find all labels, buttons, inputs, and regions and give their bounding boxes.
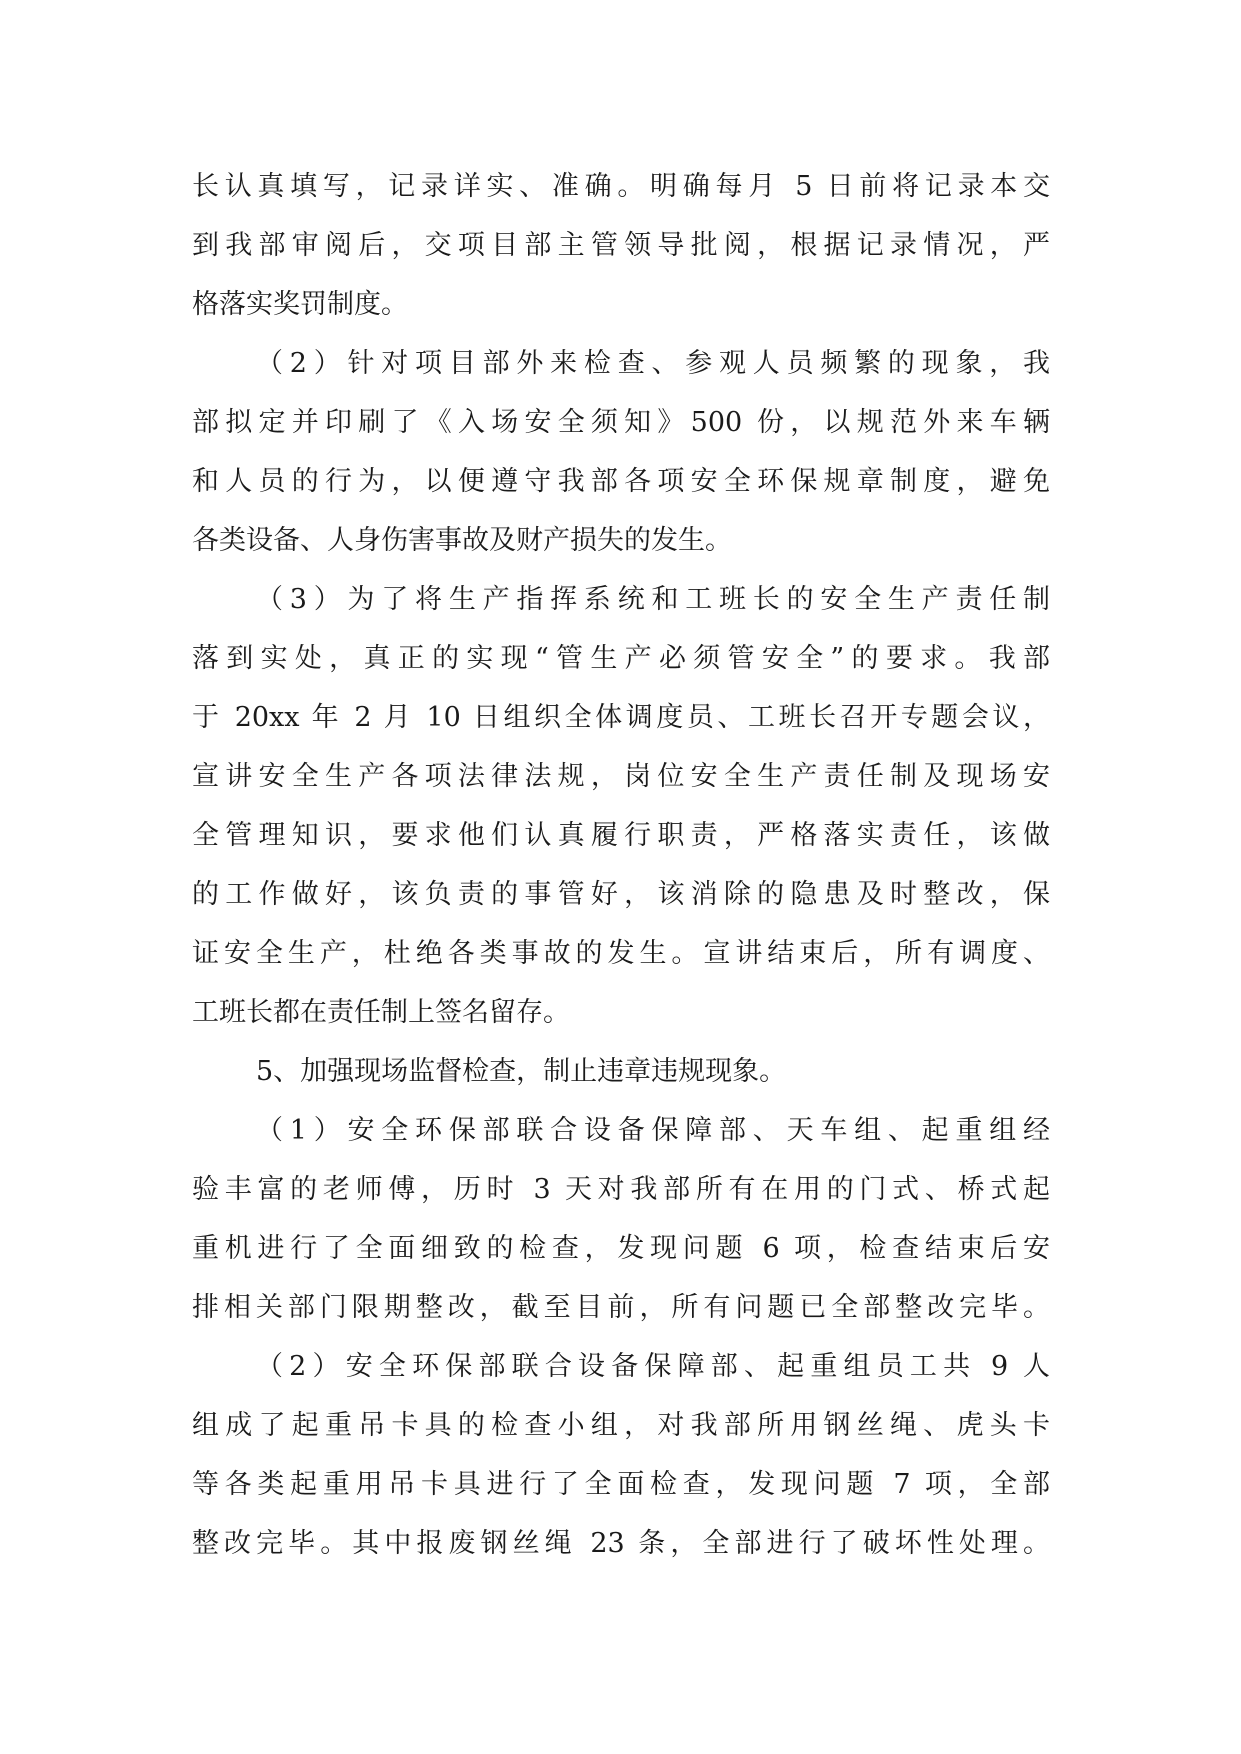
text-line: 格落实奖罚制度。 xyxy=(192,289,408,320)
text-line: 和人员的行为，以便遵守我部各项安全环保规章制度，避免 xyxy=(192,466,1050,497)
text-line: 于 20xx 年 2 月 10 日组织全体调度员、工班长召开专题会议， xyxy=(192,702,1050,733)
text-line: （3）为了将生产指挥系统和工班长的安全生产责任制 xyxy=(256,584,1050,615)
text-line: 证安全生产，杜绝各类事故的发生。宣讲结束后，所有调度、 xyxy=(192,938,1050,969)
text-line: 到我部审阅后，交项目部主管领导批阅，根据记录情况，严 xyxy=(192,230,1050,261)
text-line: 宣讲安全生产各项法律法规，岗位安全生产责任制及现场安 xyxy=(192,761,1050,792)
text-line: 各类设备、人身伤害事故及财产损失的发生。 xyxy=(192,525,732,556)
text-line: （2）安全环保部联合设备保障部、起重组员工共 9 人 xyxy=(256,1351,1050,1382)
text-line: 工班长都在责任制上签名留存。 xyxy=(192,997,570,1028)
text-line: 全管理知识，要求他们认真履行职责，严格落实责任，该做 xyxy=(192,820,1050,851)
text-line: （2）针对项目部外来检查、参观人员频繁的现象，我 xyxy=(256,348,1050,379)
text-line: 落到实处，真正的实现“管生产必须管安全”的要求。我部 xyxy=(192,643,1050,674)
text-line: 组成了起重吊卡具的检查小组，对我部所用钢丝绳、虎头卡 xyxy=(192,1410,1050,1441)
text-line: 的工作做好，该负责的事管好，该消除的隐患及时整改，保 xyxy=(192,879,1050,910)
text-line: 部拟定并印刷了《入场安全须知》500 份，以规范外来车辆 xyxy=(192,407,1050,438)
text-line: 排相关部门限期整改，截至目前，所有问题已全部整改完毕。 xyxy=(192,1292,1050,1323)
document-body xyxy=(192,157,1050,1573)
text-line: 5、加强现场监督检查，制止违章违规现象。 xyxy=(256,1056,787,1087)
text-line: 验丰富的老师傅，历时 3 天对我部所有在用的门式、桥式起 xyxy=(192,1174,1050,1205)
text-line: 重机进行了全面细致的检查，发现问题 6 项，检查结束后安 xyxy=(192,1233,1050,1264)
text-line: 整改完毕。其中报废钢丝绳 23 条，全部进行了破坏性处理。 xyxy=(192,1528,1050,1559)
text-line: 等各类起重用吊卡具进行了全面检查，发现问题 7 项，全部 xyxy=(192,1469,1050,1500)
text-line: 长认真填写，记录详实、准确。明确每月 5 日前将记录本交 xyxy=(192,171,1050,202)
text-line: （1）安全环保部联合设备保障部、天车组、起重组经 xyxy=(256,1115,1050,1146)
